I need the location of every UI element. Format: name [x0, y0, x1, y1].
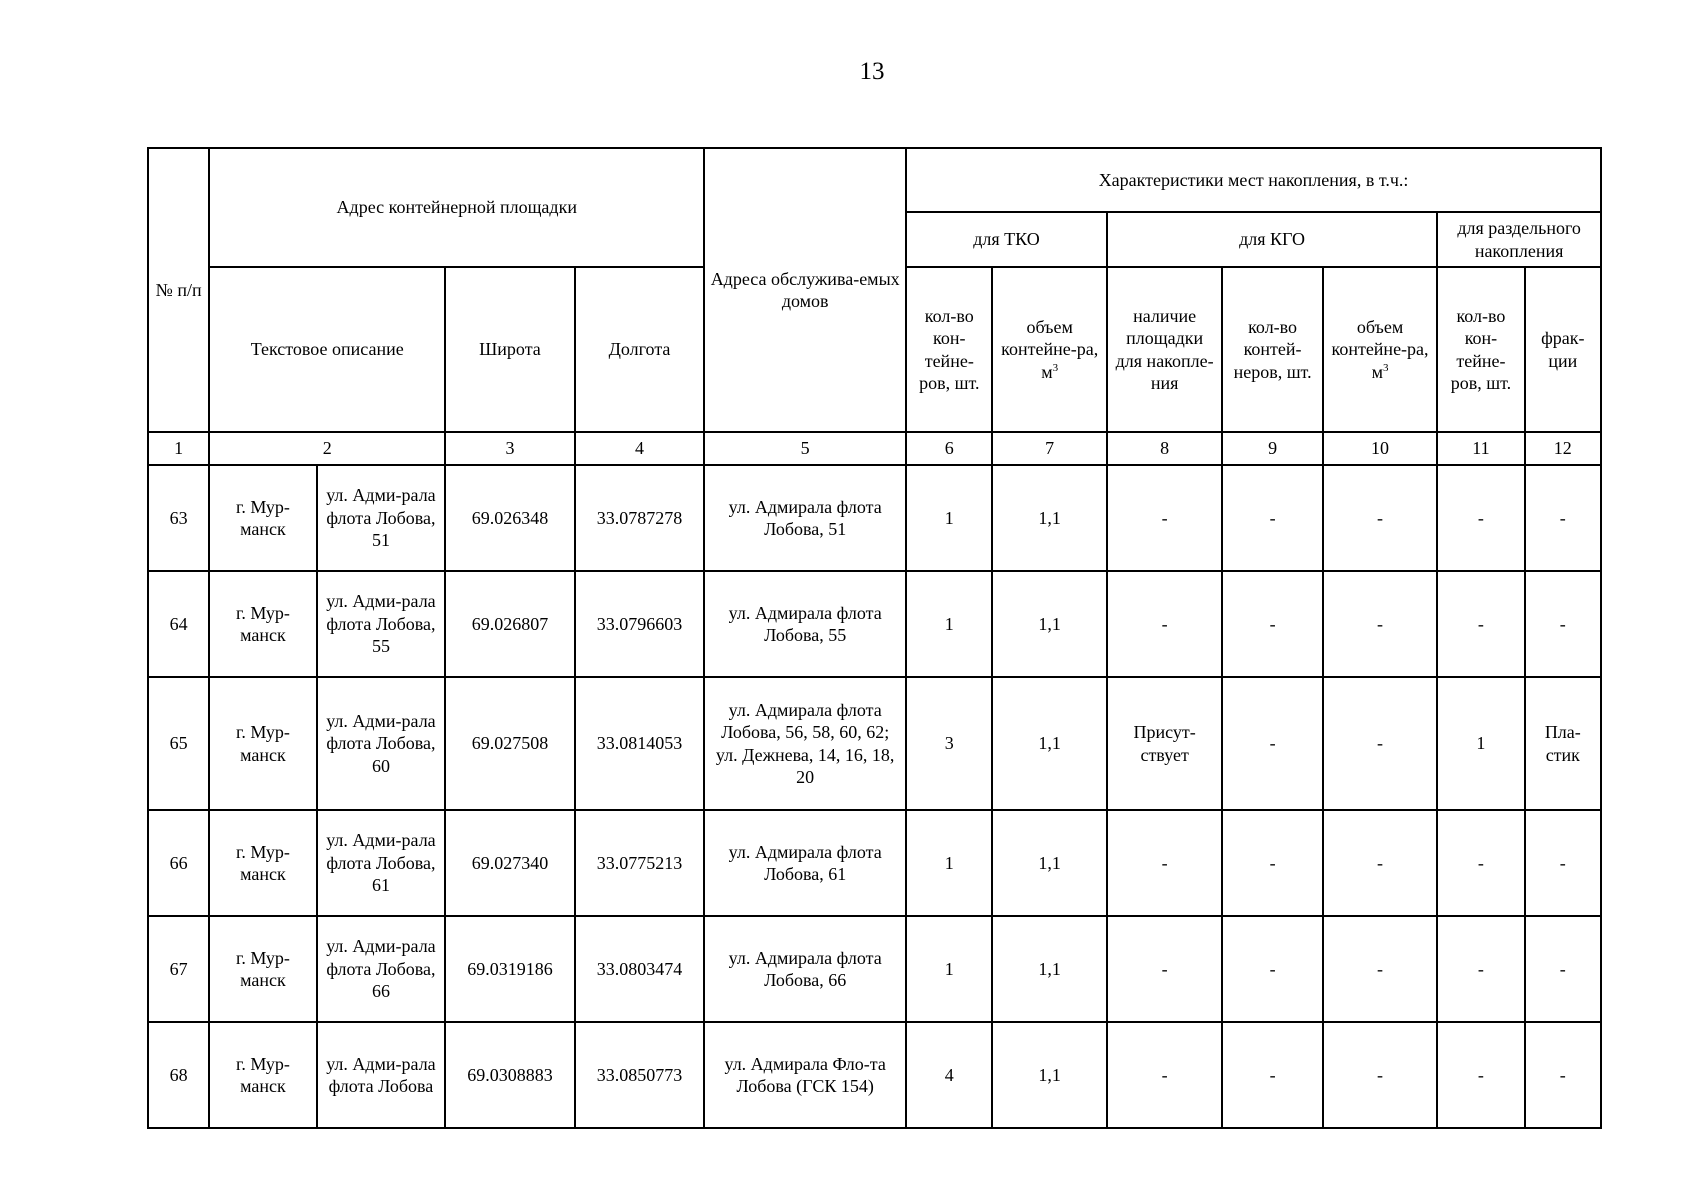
cell-kgo-volume: - — [1323, 810, 1437, 916]
cell-kgo-volume: - — [1323, 677, 1437, 810]
cell-kgo-site: - — [1107, 1022, 1222, 1128]
cell-tko-count: 1 — [906, 810, 992, 916]
cell-city: г. Мур-манск — [209, 677, 316, 810]
cell-longitude: 33.0796603 — [575, 571, 705, 677]
cell-served-houses: ул. Адмирала флота Лобова, 56, 58, 60, 62; ул. Дежнева, 14, 16, 18, 20 — [704, 677, 906, 810]
cell-tko-volume: 1,1 — [992, 677, 1106, 810]
cell-street: ул. Адми-рала флота Лобова, 66 — [317, 916, 446, 1022]
cell-kgo-volume: - — [1323, 1022, 1437, 1128]
header-kgo-volume-cube: 3 — [1382, 361, 1389, 374]
cell-separate-count: - — [1437, 571, 1524, 677]
cell-separate-count: - — [1437, 810, 1524, 916]
table-row — [148, 571, 1601, 677]
cell-city: г. Мур-манск — [209, 1022, 316, 1128]
cell-longitude: 33.0850773 — [575, 1022, 705, 1128]
cell-kgo-count: - — [1222, 1022, 1322, 1128]
cell-num: 63 — [148, 465, 209, 571]
container-sites-table — [147, 147, 1602, 1129]
cell-tko-count: 4 — [906, 1022, 992, 1128]
column-numbers-row — [148, 432, 1601, 465]
cell-latitude: 69.026807 — [445, 571, 575, 677]
header-tko-volume-cube: 3 — [1052, 361, 1059, 374]
cell-served-houses: ул. Адмирала флота Лобова, 66 — [704, 916, 906, 1022]
cell-longitude: 33.0787278 — [575, 465, 705, 571]
cell-separate-fraction: - — [1525, 465, 1601, 571]
cell-tko-count: 1 — [906, 916, 992, 1022]
cell-separate-fraction: - — [1525, 916, 1601, 1022]
cell-separate-fraction: - — [1525, 1022, 1601, 1128]
cell-city: г. Мур-манск — [209, 916, 316, 1022]
header-text-description: Текстовое описание — [209, 267, 445, 432]
cell-street: ул. Адми-рала флота Лобова, 60 — [317, 677, 446, 810]
column-number: 4 — [575, 432, 705, 465]
table-row — [148, 1022, 1601, 1128]
cell-num: 67 — [148, 916, 209, 1022]
cell-tko-volume: 1,1 — [992, 465, 1106, 571]
cell-latitude: 69.0308883 — [445, 1022, 575, 1128]
cell-separate-count: - — [1437, 1022, 1524, 1128]
column-number: 2 — [209, 432, 445, 465]
cell-kgo-site: - — [1107, 465, 1222, 571]
header-served-houses: Адреса обслужива-емых домов — [704, 148, 906, 432]
cell-num: 66 — [148, 810, 209, 916]
cell-street: ул. Адми-рала флота Лобова — [317, 1022, 446, 1128]
cell-tko-volume: 1,1 — [992, 916, 1106, 1022]
table-row — [148, 810, 1601, 916]
cell-separate-fraction: - — [1525, 571, 1601, 677]
cell-kgo-count: - — [1222, 465, 1322, 571]
cell-latitude: 69.026348 — [445, 465, 575, 571]
header-kgo-count: кол-во контей-неров, шт. — [1222, 267, 1322, 432]
column-number: 5 — [704, 432, 906, 465]
header-characteristics: Характеристики мест накопления, в т.ч.: — [906, 148, 1601, 212]
cell-separate-count: - — [1437, 465, 1524, 571]
cell-kgo-count: - — [1222, 677, 1322, 810]
cell-tko-count: 1 — [906, 571, 992, 677]
cell-kgo-volume: - — [1323, 571, 1437, 677]
cell-kgo-site: Присут-ствует — [1107, 677, 1222, 810]
cell-city: г. Мур-манск — [209, 465, 316, 571]
header-kgo-volume — [1323, 267, 1437, 432]
cell-latitude: 69.0319186 — [445, 916, 575, 1022]
cell-separate-fraction: Пла-стик — [1525, 677, 1601, 810]
header-latitude: Широта — [445, 267, 575, 432]
column-number: 12 — [1525, 432, 1601, 465]
header-separate-count: кол-во кон-тейне-ров, шт. — [1437, 267, 1524, 432]
column-number: 11 — [1437, 432, 1524, 465]
header-separate-fraction: фрак-ции — [1525, 267, 1601, 432]
cell-tko-volume: 1,1 — [992, 1022, 1106, 1128]
column-number: 3 — [445, 432, 575, 465]
header-tko-volume — [992, 267, 1106, 432]
cell-kgo-volume: - — [1323, 916, 1437, 1022]
cell-kgo-site: - — [1107, 916, 1222, 1022]
cell-kgo-count: - — [1222, 916, 1322, 1022]
cell-longitude: 33.0814053 — [575, 677, 705, 810]
cell-street: ул. Адми-рала флота Лобова, 55 — [317, 571, 446, 677]
table-row — [148, 916, 1601, 1022]
header-tko-volume-label: объем контейне-ра, м — [1001, 316, 1099, 382]
column-number: 7 — [992, 432, 1106, 465]
header-longitude: Долгота — [575, 267, 705, 432]
cell-kgo-count: - — [1222, 571, 1322, 677]
cell-tko-volume: 1,1 — [992, 571, 1106, 677]
cell-served-houses: ул. Адмирала флота Лобова, 61 — [704, 810, 906, 916]
cell-longitude: 33.0775213 — [575, 810, 705, 916]
table-body — [148, 465, 1601, 1128]
cell-city: г. Мур-манск — [209, 810, 316, 916]
cell-kgo-site: - — [1107, 571, 1222, 677]
cell-latitude: 69.027508 — [445, 677, 575, 810]
cell-tko-count: 1 — [906, 465, 992, 571]
cell-kgo-volume: - — [1323, 465, 1437, 571]
header-group-kgo: для КГО — [1107, 212, 1437, 267]
header-group-tko: для ТКО — [906, 212, 1107, 267]
cell-separate-count: 1 — [1437, 677, 1524, 810]
column-number: 8 — [1107, 432, 1222, 465]
cell-num: 65 — [148, 677, 209, 810]
column-number: 10 — [1323, 432, 1437, 465]
column-number: 1 — [148, 432, 209, 465]
cell-kgo-site: - — [1107, 810, 1222, 916]
cell-street: ул. Адми-рала флота Лобова, 61 — [317, 810, 446, 916]
table-row — [148, 465, 1601, 571]
header-tko-count: кол-во кон-тейне-ров, шт. — [906, 267, 992, 432]
table-row — [148, 677, 1601, 810]
header-kgo-site: наличие площадки для накопле-ния — [1107, 267, 1222, 432]
cell-kgo-count: - — [1222, 810, 1322, 916]
column-number: 6 — [906, 432, 992, 465]
cell-served-houses: ул. Адмирала флота Лобова, 51 — [704, 465, 906, 571]
header-address: Адрес контейнерной площадки — [209, 148, 704, 267]
cell-tko-count: 3 — [906, 677, 992, 810]
header-group-separate: для раздельного накопления — [1437, 212, 1601, 267]
page-number: 13 — [859, 58, 885, 85]
cell-separate-fraction: - — [1525, 810, 1601, 916]
cell-street: ул. Адми-рала флота Лобова, 51 — [317, 465, 446, 571]
cell-longitude: 33.0803474 — [575, 916, 705, 1022]
cell-served-houses: ул. Адмирала Фло-та Лобова (ГСК 154) — [704, 1022, 906, 1128]
table-header — [148, 148, 1601, 465]
cell-num: 68 — [148, 1022, 209, 1128]
header-kgo-volume-label: объем контейне-ра, м — [1331, 316, 1429, 382]
header-num: № п/п — [148, 148, 209, 432]
column-number: 9 — [1222, 432, 1322, 465]
cell-city: г. Мур-манск — [209, 571, 316, 677]
cell-num: 64 — [148, 571, 209, 677]
cell-served-houses: ул. Адмирала флота Лобова, 55 — [704, 571, 906, 677]
cell-separate-count: - — [1437, 916, 1524, 1022]
cell-latitude: 69.027340 — [445, 810, 575, 916]
cell-tko-volume: 1,1 — [992, 810, 1106, 916]
